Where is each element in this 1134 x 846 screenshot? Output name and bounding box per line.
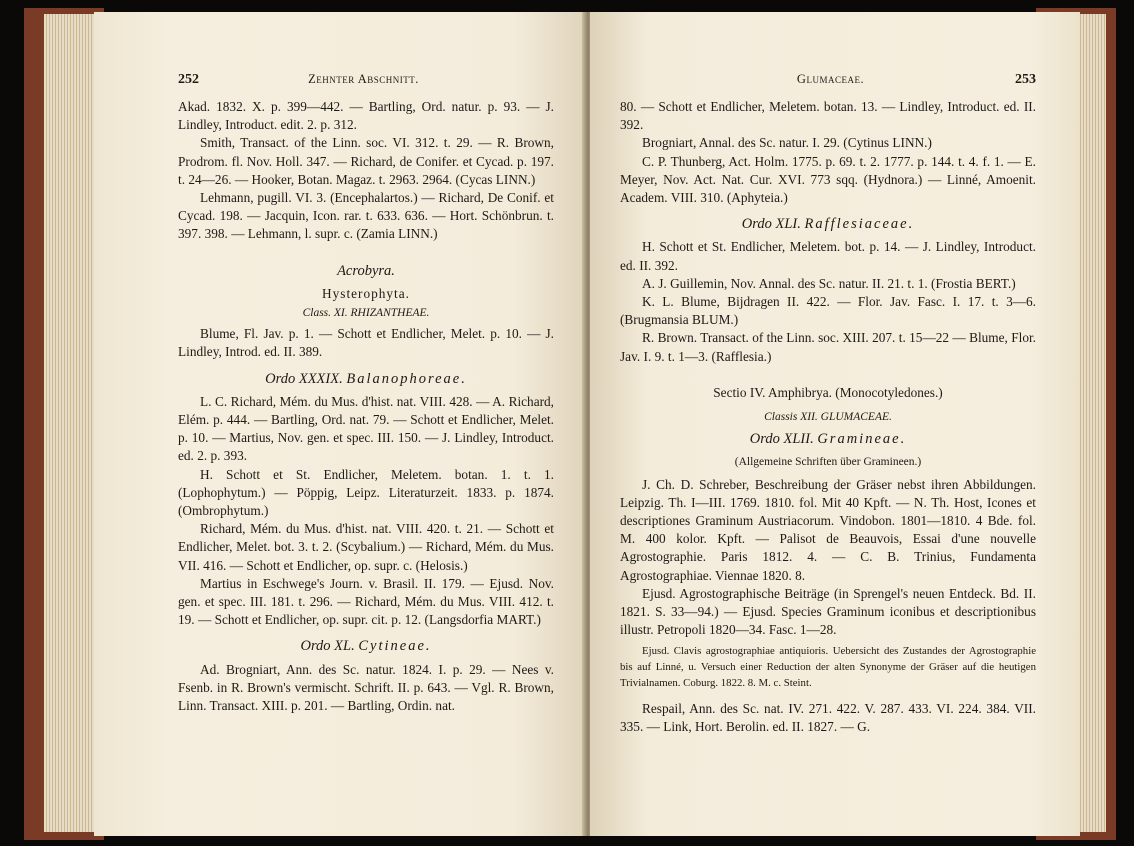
paragraph: Martius in Eschwege's Journ. v. Brasil. II. 179. — Ejusd. Nov. gen. et spec. III. 181. t. 296. — Richard, Mém. du Mus. VIII. 412. t. 19. — Schott et Endlicher, op. supr. cit. p. 12. (Langsdorfia MART.): [178, 575, 554, 628]
ordo-name: Rafflesiaceae.: [804, 216, 915, 233]
paragraph: Blume, Fl. Jav. p. 1. — Schott et Endlicher, Melet. p. 10. — J. Lindley, Introd. ed. II. 389.: [178, 326, 554, 360]
page-edges-left: [44, 14, 96, 832]
paragraph: Respail, Ann. des Sc. nat. IV. 271. 422. V. 287. 433. VI. 224. 384. VII. 335. — Link, Hort. Berolin. ed. II. 1827. — G.: [620, 700, 1036, 735]
ordo-name: Cytineae.: [358, 638, 432, 655]
running-header: [620, 70, 1036, 94]
class-heading: Class. XI. RHIZANTHEAE.: [302, 307, 430, 320]
paragraph: Ad. Brogniart, Ann. des Sc. natur. 1824. I. p. 29. — Nees v. Fsenb. in R. Brown's vermischt. Schrift. II. p. 643. — Vgl. R. Brown, Linn. Transact. XIII. p. 201. — Bartling, Ordin. nat.: [178, 661, 554, 714]
left-page: [94, 12, 586, 836]
paragraph: H. Schott et St. Endlicher, Meletem. botan. 1. t. 1. (Lophophytum.) — Pöppig, Leipz. Literaturzeit. 1833. p. 1874. (Ombrophytum.): [178, 466, 554, 519]
paragraph: 80. — Schott et Endlicher, Meletem. botan. 13. — Lindley, Introduct. ed. II. 392.: [620, 99, 1036, 133]
right-page: [590, 12, 1080, 836]
ordo-label: Ordo XXXIX.: [265, 370, 343, 387]
paragraph: Smith, Transact. of the Linn. soc. VI. 312. t. 29. — R. Brown, Prodrom. fl. Nov. Holl. 347. — Richard, de Conifer. et Cycad. p. 197. t. 24—26. — Hooker, Botan. Magaz. t. 2963. 2964. (Cycas LINN.): [178, 135, 554, 187]
ordo-heading: [620, 215, 1036, 233]
paragraph: Lehmann, pugill. VI. 3. (Encephalartos.) — Richard, De Conif. et Cycad. 198. — Jacquin, Icon. rar. t. 633. 636. — Hort. Schönbrun. t. 397. 398. — Lehmann, l. supr. c. (Zamia LINN.): [178, 190, 554, 242]
right-page-content: [620, 70, 1036, 736]
section-subheading: Hysterophyta.: [322, 285, 410, 301]
page-number: 253: [1015, 72, 1036, 87]
paragraph: Ejusd. Agrostographische Beiträge (in Sprengel's neuen Entdeck. Bd. II. 1821. S. 33—94.) — Ejusd. Species Graminum iconibus et descriptionibus illustr. Petropoli 1820—34. Fasc. 1—28.: [620, 585, 1036, 638]
paragraph: J. Ch. D. Schreber, Beschreibung der Gräser nebst ihren Abbildungen. Leipzig. Th. I—III. 1769. 1810. fol. Mit 40 Kpft. — N. Th. Host, Icones et descriptiones Graminum Austriacorum. Vindobon. 1801—1810. 4 Bde. fol. M. 400 kolor. Kpft. — Palisot de Beauvois, Essai d'une nouvelle Agrostographie. Paris 1812. 4. — C. B. Trinius, Fundamenta Agrostographiae. Viennae 1820. 8.: [620, 476, 1036, 583]
paragraph: K. L. Blume, Bijdragen II. 422. — Flor. Jav. Fasc. I. 17. t. 3—6. (Brugmansia BLUM.): [620, 294, 1036, 328]
running-title: Glumaceae.: [796, 72, 865, 86]
paragraph: Akad. 1832. X. p. 399—442. — Bartling, Ord. natur. p. 93. — J. Lindley, Introduct. edit. 2. p. 312.: [178, 99, 554, 133]
running-title: Zehnter Abschnitt.: [308, 72, 419, 86]
paragraph: L. C. Richard, Mém. du Mus. d'hist. nat. VIII. 428. — A. Richard, Elém. p. 444. — Bartling, Ord. nat. 79. — Schott et Endlicher, Melet. p. 10. — Martius, Nov. gen. et spec. III. 150. — J. Lindley, Introduct. ed. 2. p. 393.: [178, 393, 554, 464]
ordo-heading: [178, 370, 554, 388]
ordo-name: Gramineae.: [817, 431, 907, 448]
paragraph: H. Schott et St. Endlicher, Meletem. bot. p. 14. — J. Lindley, Introduct. ed. II. 392.: [620, 239, 1036, 273]
ordo-heading: [620, 430, 1036, 448]
paragraph: Richard, Mém. du Mus. d'hist. nat. VIII. 420. t. 21. — Schott et Endlicher, Melet. bot. 3. t. 2. (Scybalium.) — Richard, Mém. du Mus. VII. 416. — Schott et Endlicher, op. supr. c. (Helosis.): [178, 521, 554, 573]
ordo-label: Ordo XLI.: [741, 216, 801, 233]
small-print-note: Ejusd. Clavis agrostographiae antiquioris. Uebersicht des Zustandes der Agrostographie bis auf Linné, u. Versuch einer Reduction der alten Synonyme der Gräser auf die heutigen Trivialnamen. Coburg. 1822. 8. M. c. Steint.: [620, 645, 1036, 690]
paragraph: C. P. Thunberg, Act. Holm. 1775. p. 69. t. 2. 1777. p. 144. t. 4. f. 1. — E. Meyer, Nov. Act. Nat. Cur. XVI. 773 sqq. (Hydnora.) — Linné, Amoenit. Academ. VIII. 310. (Aphyteia.): [620, 153, 1036, 206]
page-number: 252: [178, 72, 199, 87]
class-heading: Classis XII. GLUMACEAE.: [764, 411, 892, 424]
sectio-heading: Sectio IV. Amphibrya. (Monocotyledones.): [713, 384, 943, 400]
ordo-label: Ordo XLII.: [749, 431, 814, 448]
ordo-label: Ordo XL.: [300, 638, 355, 655]
subheading: (Allgemeine Schriften über Gramineen.): [734, 456, 922, 469]
running-header: [178, 70, 554, 94]
paragraph: A. J. Guillemin, Nov. Annal. des Sc. natur. II. 21. t. 1. (Frostia BERT.): [642, 275, 1016, 291]
ordo-heading: [178, 637, 554, 655]
ordo-name: Balanophoreae.: [346, 370, 467, 387]
section-heading: Acrobyra.: [337, 262, 395, 279]
paragraph: Brogniart, Annal. des Sc. natur. I. 29. (Cytinus LINN.): [642, 135, 932, 151]
left-page-content: [178, 70, 554, 715]
paragraph: R. Brown. Transact. of the Linn. soc. XIII. 207. t. 15—22 — Blume, Flor. Jav. I. 9. t. 1—3. (Rafflesia.): [620, 330, 1036, 364]
